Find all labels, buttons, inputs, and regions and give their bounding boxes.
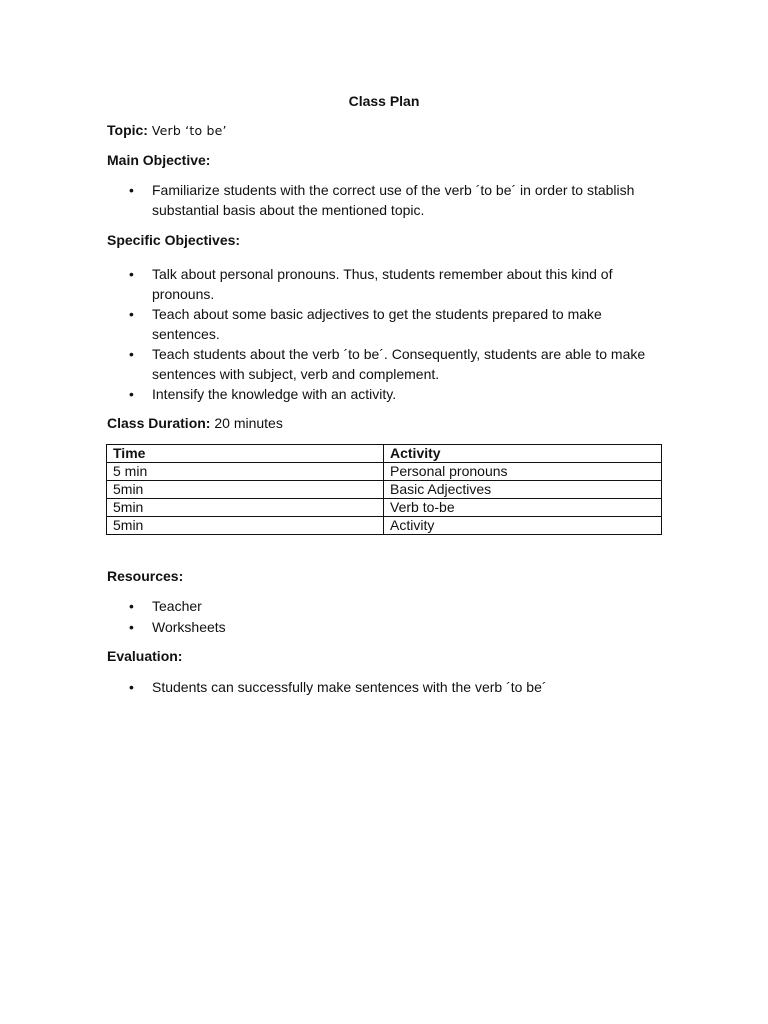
list-item: • Students can successfully make sentences with the verb ´to be´ [107, 677, 667, 697]
specific-objectives-heading [107, 231, 240, 249]
table-cell-time: 5 min [107, 463, 384, 481]
table-cell-time: 5min [107, 517, 384, 535]
list-item: • Familiarize students with the correct use of the verb ´to be´ in order to stablish substantial basis about the mentioned topic. [107, 180, 667, 220]
table-cell-activity: Basic Adjectives [384, 481, 662, 499]
table-row [107, 499, 662, 517]
table-cell-activity: Verb to-be [384, 499, 662, 517]
evaluation-label: Evaluation: [107, 648, 183, 664]
table-cell-activity: Personal pronouns [384, 463, 662, 481]
topic-value: Verb ‘to be’ [151, 123, 227, 138]
table-cell-time: 5min [107, 481, 384, 499]
evaluation-list [107, 677, 667, 697]
class-duration-value: 20 minutes [214, 415, 283, 431]
table-cell-activity: Activity [384, 517, 662, 535]
main-objective-list [107, 180, 667, 220]
class-duration-line [107, 414, 283, 432]
resources-label: Resources: [107, 568, 184, 584]
specific-objectives-list [107, 264, 667, 404]
document-title: Class Plan [348, 93, 420, 109]
specific-objectives-label: Specific Objectives: [107, 232, 241, 248]
table-header-row [107, 445, 662, 463]
table-row [107, 481, 662, 499]
class-duration-label: Class Duration: [107, 415, 211, 431]
list-item: • Intensify the knowledge with an activity. [107, 384, 667, 404]
resources-heading [107, 567, 183, 585]
table-cell-time: 5min [107, 499, 384, 517]
topic-label: Topic: [107, 122, 148, 138]
list-item: • Teach students about the verb ´to be´. Consequently, students are able to make sentences with subject, verb and complement. [107, 344, 667, 384]
list-item: • Talk about personal pronouns. Thus, students remember about this kind of pronouns. [107, 264, 667, 304]
schedule-table [106, 444, 662, 535]
table-header-activity: Activity [384, 445, 662, 463]
list-item: • Teacher [107, 596, 667, 617]
table-header-time: Time [107, 445, 384, 463]
list-item: • Teach about some basic adjectives to get the students prepared to make sentences. [107, 304, 667, 344]
evaluation-heading [107, 647, 182, 665]
table-row [107, 517, 662, 535]
main-objective-label: Main Objective: [107, 152, 211, 168]
list-item: • Worksheets [107, 617, 667, 638]
main-objective-heading [107, 151, 210, 169]
topic-line [107, 121, 227, 140]
resources-list [107, 596, 667, 638]
table-row [107, 463, 662, 481]
